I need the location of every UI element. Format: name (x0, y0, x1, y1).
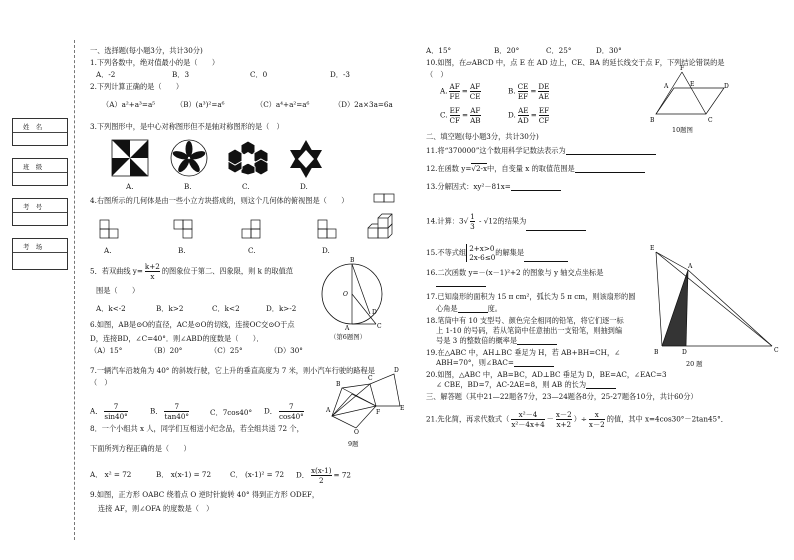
q6-option-a[interactable]: （A）15° (90, 346, 123, 355)
q19-stem: 19.在△ABC 中，AH⊥BC 垂足为 H，若 AB+BH=CH，∠ (426, 348, 621, 357)
exam-room-label: 考 场 (23, 243, 43, 251)
class-label: 班 级 (23, 163, 43, 171)
svg-text:E: E (650, 245, 655, 252)
svg-text:O: O (343, 291, 348, 298)
binding-line (74, 40, 75, 540)
q4-stem: 4.右图所示的几何体是由一些小立方块搭成的，则这个几何体的俯视图是（ ） (90, 196, 349, 205)
exam-number-field[interactable] (12, 198, 68, 226)
q6-option-c[interactable]: （C）25° (210, 346, 243, 355)
q1-option-c[interactable]: C．0 (250, 70, 268, 79)
q4-label-a[interactable]: A. (104, 246, 112, 255)
q9-figure-caption: 9题 (348, 440, 359, 448)
q10-option-d[interactable]: D. $\frac{AE}{AD}$ = $\frac{EF}{CF}$ (508, 106, 550, 125)
q17-stem-line2: 心角是 度。 (436, 304, 502, 313)
svg-text:C: C (377, 323, 382, 330)
svg-text:C: C (708, 117, 713, 124)
q3-label-c[interactable]: C. (242, 182, 250, 191)
q10-parallelogram-figure (650, 65, 729, 124)
q10-option-b[interactable]: B. $\frac{CE}{EF}$ = $\frac{DE}{AE}$ (508, 82, 550, 101)
q19-answer-blank[interactable] (514, 366, 554, 367)
q10-stem-line2: （ ） (426, 70, 448, 79)
q1-option-d[interactable]: D．-3 (330, 70, 350, 79)
svg-text:D: D (394, 367, 399, 374)
section-3-title: 三、解答题（其中21—22题各7分，23—24题各8分，25-27题各10分，共计60分） (426, 392, 698, 401)
svg-text:A: A (326, 407, 331, 414)
q9-option-c[interactable]: C．25° (546, 46, 572, 55)
q5-option-d[interactable]: D．k>-2 (266, 304, 297, 313)
q5-option-a[interactable]: A．k<-2 (96, 304, 126, 313)
q17-answer-blank[interactable] (458, 312, 488, 313)
svg-text:F: F (376, 409, 381, 416)
q3-label-a[interactable]: A. (126, 182, 134, 191)
q2-option-a[interactable]: （A）a²+a³=a⁵ (102, 100, 156, 109)
q3-figure-c-hexagons (228, 139, 268, 177)
q8-option-b[interactable]: B． x(x-1) = 72 (156, 470, 212, 479)
q18-answer-blank[interactable] (517, 344, 557, 345)
svg-text:B: B (336, 381, 341, 388)
q3-figure-a-pinwheel (112, 140, 148, 176)
q13-stem: 13.分解因式：xy²－81x= (426, 182, 561, 191)
svg-text:B: B (654, 349, 659, 356)
q8-stem: 8．一个小组共 x 人，同学们互相送小纪念品，若全组共送 72 个， (90, 424, 304, 433)
q18-stem: 18.笔筒中有 10 支型号、颜色完全相同的铅笔，将它们逐一标 (426, 316, 624, 325)
svg-text:C: C (774, 347, 779, 354)
q16-stem: 16.二次函数 y=－(x－1)²+2 的图象与 y 轴交点坐标是 (426, 268, 604, 277)
q2-option-c[interactable]: （C）a⁴+a²=a⁶ (256, 100, 310, 109)
q6-stem: 6.如图，AB是⊙O的直径，AC是⊙O的切线，连接OC交⊙O于点 (90, 320, 295, 329)
q20-triangle-figure (650, 245, 782, 356)
q2-option-b[interactable]: （B）(a³)²=a⁶ (176, 100, 225, 109)
q8-option-a[interactable]: A． x² = 72 (90, 470, 132, 479)
q9-option-d[interactable]: D．30° (596, 46, 622, 55)
q10-stem: 10.如图，在▱ABCD 中，点 E 在 AD 边上，CE、BA 的延长线交于点 F，下列结论错误的是 (426, 58, 725, 67)
svg-text:D: D (724, 83, 729, 90)
q11-stem: 11.将“370000”这个数用科学记数法表示为 (426, 146, 656, 155)
q3-stem: 3.下列图形中，是中心对称图形但不是轴对称图形的是（ ） (90, 122, 284, 131)
q16-answer-blank-wrap (436, 278, 486, 287)
q5-option-b[interactable]: B．k>2 (156, 304, 184, 313)
q10-option-a[interactable]: A. $\frac{AF}{FE}$ = $\frac{AF}{CE}$ (440, 82, 481, 101)
svg-text:O: O (354, 429, 359, 436)
q5-option-c[interactable]: C．k<2 (212, 304, 240, 313)
exam-room-field[interactable] (12, 238, 68, 270)
q9-option-b[interactable]: B．20° (494, 46, 520, 55)
q20-figure-caption: 20 题 (686, 360, 703, 368)
q20-stem: 20.如图，△ABC 中，AB=BC，AD⊥BC 垂足为 D，BE=AC，∠EAC=3 (426, 370, 667, 379)
exam-number-label: 考 号 (23, 203, 43, 211)
q3-figure-d-star (288, 140, 324, 178)
q21-stem: 21.先化简，再求代数式（ $\frac{\text{x²－4}}{\text{x²－4x+4}}$ － $\frac{x-2}{x+2}$ ）÷ $\frac{x}{x-2}$ 的值，其中 x=4cos30°－2tan45°． (426, 410, 728, 429)
q11-answer-blank[interactable] (566, 154, 656, 155)
svg-text:E: E (400, 405, 405, 412)
svg-text:F: F (680, 65, 685, 72)
q7-option-d[interactable]: D． $\frac{7}{\cos 40^\circ}$ (264, 402, 304, 421)
svg-text:A: A (688, 263, 693, 270)
section-2-title: 二、填空题(每小题3分，共计30分) (426, 132, 539, 141)
q20-stem-line2: ∠ CBE，BD=7，AC-2AE=8，则 AB 的长为 (436, 380, 616, 389)
q4-label-d[interactable]: D. (322, 246, 330, 255)
q20-answer-blank[interactable] (586, 388, 616, 389)
q12-stem: 12.在函数 y=√2-x中，自变量 x 的取值范围是 (426, 164, 645, 173)
q7-option-a[interactable]: A． $\frac{7}{\sin 40^\circ}$ (90, 402, 128, 421)
name-label: 姓 名 (23, 123, 43, 131)
svg-text:E: E (690, 81, 695, 88)
q4-view-a (100, 220, 120, 240)
q7-option-c[interactable]: C．7cos40° (210, 408, 253, 417)
q14-stem: 14.计算：3√ $\frac{1}{3}$ - √12的结果为 (426, 212, 586, 231)
q2-stem: 2.下列计算正确的是（ ） (90, 82, 184, 91)
q18-stem-line3: 号是 3 的整数倍的概率是 (436, 336, 557, 345)
q6-stem-line2: D，连接BD，∠C=40°．则∠ABD的度数是（ ）． (90, 334, 264, 343)
q6-option-d[interactable]: （D）30° (270, 346, 303, 355)
class-field[interactable] (12, 158, 68, 186)
q9-square-figure (326, 366, 405, 436)
q8-stem-line2: 下面所列方程正确的是（ ） (90, 444, 191, 453)
q6-option-b[interactable]: （B）20° (150, 346, 183, 355)
q4-view-b (174, 220, 194, 240)
q7-option-b[interactable]: B． $\frac{7}{\tan 40^\circ}$ (150, 402, 190, 421)
q9-stem: 9.如图，正方形 OABC 绕着点 O 逆时针旋转 40° 得到正方形 ODEF， (90, 490, 320, 499)
q10-figure-caption: 10题图 (672, 126, 693, 134)
q3-label-b[interactable]: B. (184, 182, 192, 191)
q17-stem: 17.已知扇形的面积为 15 π cm²，弧长为 5 π cm，则该扇形的圆 (426, 292, 636, 301)
q1-stem: 1.下列各数中，绝对值最小的是（ ） (90, 58, 220, 67)
q4-label-b[interactable]: B. (178, 246, 186, 255)
svg-text:C: C (368, 375, 373, 382)
q5-stem: 5．若双曲线 y= $\frac{k+2}{x}$ 的图象位于第二、四象限，则 k 的取值范 (90, 262, 293, 281)
q3-figure-b-flower (170, 139, 208, 177)
q7-stem: 7.一辆汽车沿坡角为 40° 的斜坡行驶，它上升的垂直高度为 7 米，则小汽车行驶的路程是 (90, 366, 375, 375)
svg-text:B: B (650, 117, 655, 124)
q16-answer-blank[interactable] (436, 286, 486, 287)
q13-answer-blank[interactable] (511, 190, 561, 191)
svg-text:B: B (350, 257, 355, 264)
q6-circle-figure (322, 258, 382, 334)
q4-solid-figure (372, 192, 396, 204)
q4-cube-stack (366, 216, 400, 242)
svg-text:D: D (372, 309, 377, 316)
q9-stem-line2: 连接 AF，则∠OFA 的度数是（ ） (98, 504, 214, 513)
q5-stem-line2: 围是（ ） (96, 286, 140, 295)
q7-stem-line2: （ ） (90, 378, 112, 387)
q15-answer-blank[interactable] (524, 261, 568, 262)
q3-label-d[interactable]: D. (300, 182, 308, 191)
q8-option-d[interactable]: D． $\frac{x(x-1)}{2}$ = 72 (296, 466, 351, 485)
svg-text:A: A (664, 83, 669, 90)
q4-label-c[interactable]: C. (248, 246, 256, 255)
q6-figure-caption: （第6题图） (330, 333, 367, 341)
q10-option-c[interactable]: C. $\frac{EF}{CF}$ = $\frac{AF}{AB}$ (440, 106, 481, 125)
q1-option-b[interactable]: B．3 (172, 70, 190, 79)
q18-stem-line2: 上 1-10 的号码，若从笔筒中任意抽出一支铅笔，则抽到编 (436, 326, 623, 335)
q4-view-c (242, 220, 262, 240)
q15-stem: 15.不等式组 2+x>0 2x-6≤0 的解集是 (426, 244, 568, 262)
q19-stem-line2: ABH=70°，则∠BAC= (436, 358, 554, 367)
q8-option-c[interactable]: C． (x-1)² = 72 (230, 470, 285, 479)
q2-option-d[interactable]: （D）2a×3a=6a (334, 100, 393, 109)
svg-text:D: D (682, 349, 687, 356)
name-field[interactable] (12, 118, 68, 146)
q1-option-a[interactable]: A．-2 (96, 70, 116, 79)
q4-view-d (318, 220, 338, 240)
q9-option-a[interactable]: A．15° (426, 46, 452, 55)
section-1-title: 一、选择题(每小题3分，共计30分) (90, 46, 203, 55)
q12-answer-blank[interactable] (575, 172, 645, 173)
q14-answer-blank[interactable] (526, 230, 586, 231)
svg-text:A: A (345, 325, 350, 332)
